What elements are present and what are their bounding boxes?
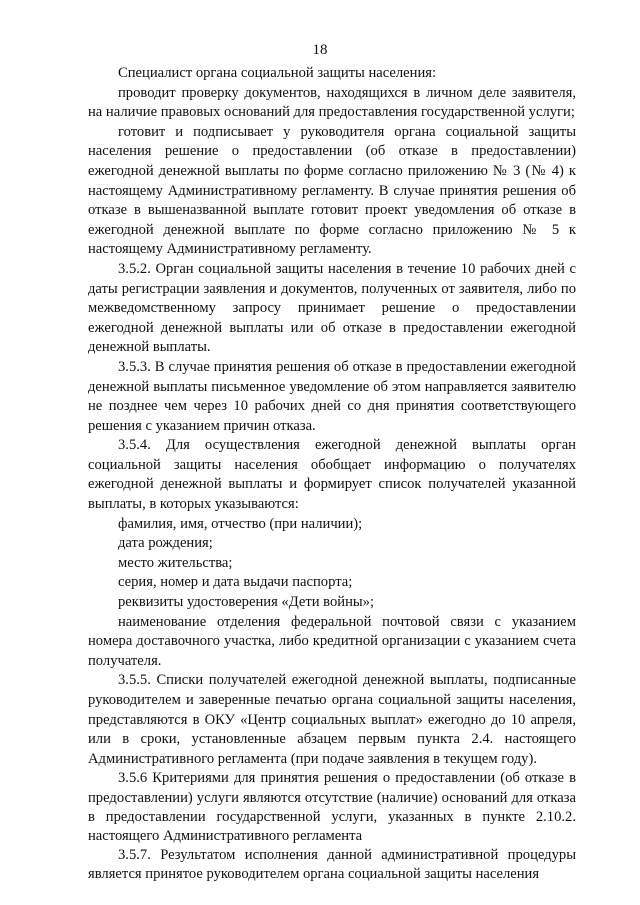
list-item-residence: место жительства; xyxy=(118,554,233,571)
paragraph-prepares-decision: готовит и подписывает у руководителя органа социальной защиты населения решение о предоставлении (об отказе в предоставлении) ежегодной денежной выплаты по форме согласно приложению № 3 (№ 4) к настоящему Административному регламенту. В случае принятия решения об отказе в вышеназванной выплате готовит проект уведомления об отказе в ежегодной денежной выплате по форме согласно приложению № 5 к настоящему Административному регламенту. xyxy=(88,123,576,258)
paragraph-3-5-3: 3.5.3. В случае принятия решения об отказе в предоставлении ежегодной денежной выплаты письменное уведомление об этом направляется заявителю не позднее чем через 10 рабочих дней со дня принятия соответствующего решения с указанием причин отказа. xyxy=(88,358,576,434)
document-body xyxy=(88,64,576,885)
list-item-certificate: реквизиты удостоверения «Дети войны»; xyxy=(118,594,375,611)
list-item-full-name: фамилия, имя, отчество (при наличии); xyxy=(118,515,363,532)
list-item-passport: серия, номер и дата выдачи паспорта; xyxy=(118,574,353,591)
paragraph-3-5-5: 3.5.5. Списки получателей ежегодной денежной выплаты, подписанные руководителем и заверенные печатью органа социальной защиты населения, представляются в ОКУ «Центр социальных выплат» ежегодно до 10 апреля, или в сроки, установленные абзацем первым пункта 2.4. настоящего Административного регламента (при подаче заявления в текущем году). xyxy=(88,672,576,767)
paragraph-3-5-6: 3.5.6 Критериями для принятия решения о предоставлении (об отказе в предоставлении) услуги являются отсутствие (наличие) оснований для отказа в предоставлении государственной услуги, указанных в пункте 2.10.2. настоящего Административного регламента xyxy=(88,770,576,844)
paragraph-3-5-7: 3.5.7. Результатом исполнения данной административной процедуры является принятое руководителем органа социальной защиты населения xyxy=(88,847,576,883)
list-item-post-office: наименование отделения федеральной почтовой связи с указанием номера доставочного участка, либо кредитной организации с указанием счета получателя. xyxy=(88,613,576,669)
page-number: 18 xyxy=(312,42,328,58)
paragraph-checks-documents: проводит проверку документов, находящихся в личном деле заявителя, на наличие правовых оснований для предоставления государственной услуги; xyxy=(88,84,576,121)
paragraph-3-5-4: 3.5.4. Для осуществления ежегодной денежной выплаты орган социальной защиты населения обобщает информацию о получателях ежегодной денежной выплаты и формирует список получателей указанной выплаты, в которых указываются: xyxy=(88,437,576,513)
list-item-birth-date: дата рождения; xyxy=(118,535,213,552)
paragraph-3-5-2: 3.5.2. Орган социальной защиты населения в течение 10 рабочих дней с даты регистрации заявления и документов, полученных от заявителя, либо по межведомственному запросу принимает решение о предоставлении ежегодной денежной выплаты или об отказе в предоставлении ежегодной денежной выплаты. xyxy=(88,260,576,356)
paragraph-specialist-intro: Специалист органа социальной защиты населения: xyxy=(118,65,437,81)
